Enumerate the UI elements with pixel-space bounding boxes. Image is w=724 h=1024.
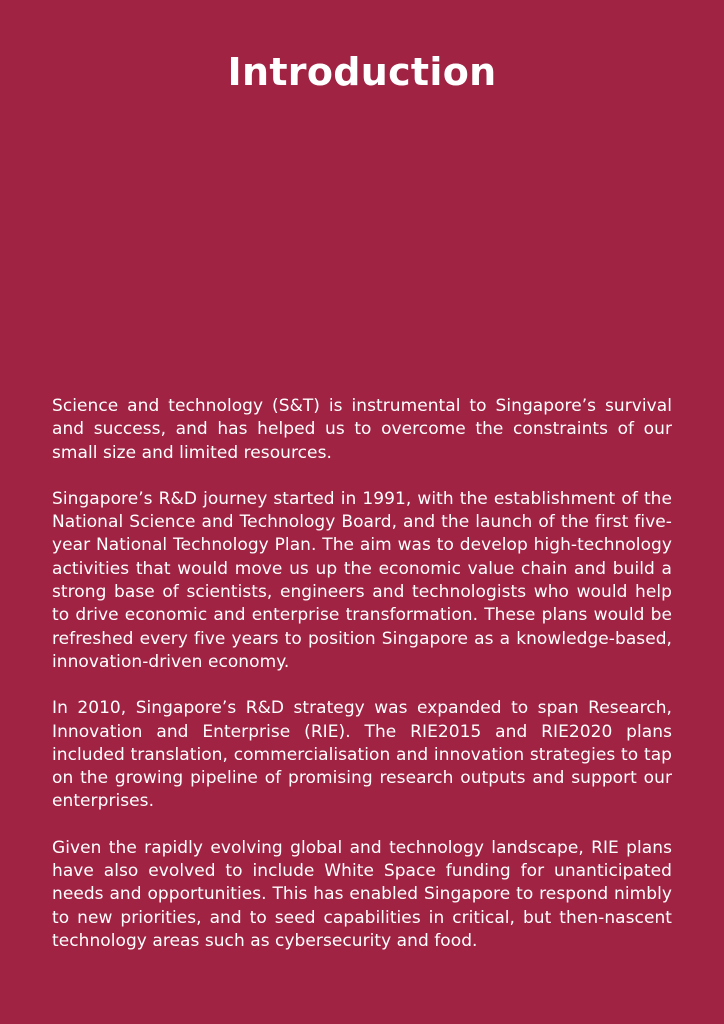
body-text — [52, 395, 672, 976]
paragraph-4: Given the rapidly evolving global and technology landscape, RIE plans have also evolved to include White Space funding for unanticipated needs and opportunities. This has enabled Singapore to respond nimbly to new priorities, and to seed capabilities in critical, but then-nascent technology areas such as cybersecurity and food. — [52, 837, 672, 951]
paragraph-3: In 2010, Singapore’s R&D strategy was expanded to span Research, Innovation and Enterprise (RIE). The RIE2015 and RIE2020 plans included translation, commercialisation and innovation strategies to tap on the growing pipeline of promising research outputs and support our enterprises. — [52, 698, 672, 812]
page-title: Introduction — [227, 50, 497, 94]
paragraph-1: Science and technology (S&T) is instrumental to Singapore’s survival and success, and has helped us to overcome the constraints of our small size and limited resources. — [52, 396, 672, 463]
paragraph-2: Singapore’s R&D journey started in 1991, with the establishment of the National Science and Technology Board, and the launch of the first five-year National Technology Plan. The aim was to develop high-technology activities that would move us up the economic value chain and build a strong base of scientists, engineers and technologists who would help to drive economic and enterprise transformation. These plans would be refreshed every five years to position Singapore as a knowledge-based, innovation-driven economy. — [52, 488, 672, 672]
